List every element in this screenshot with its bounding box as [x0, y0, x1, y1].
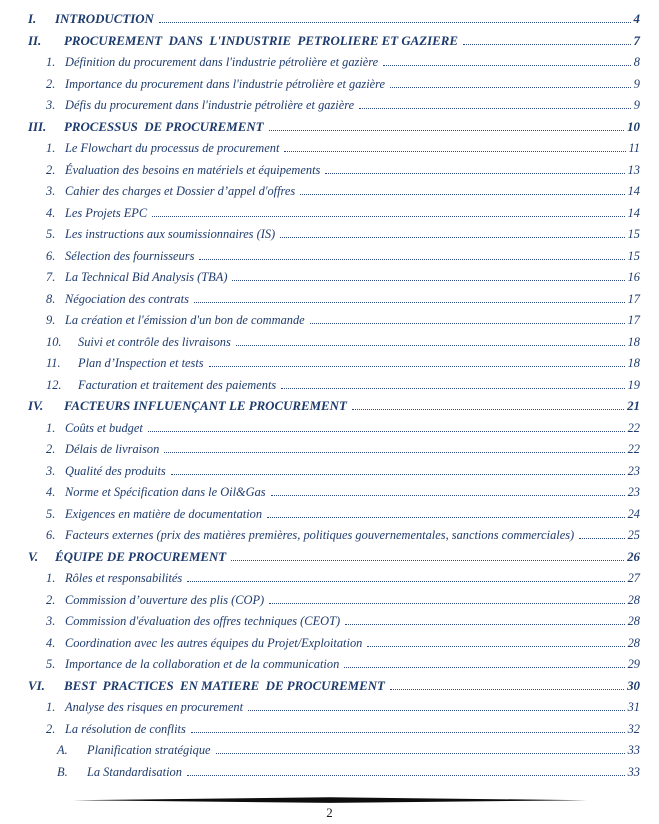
- dot-leader: [280, 235, 624, 238]
- toc-entry[interactable]: [0, 504, 659, 526]
- toc-entry-page: 26: [627, 549, 640, 564]
- toc-entry-page: 24: [627, 506, 640, 521]
- dot-leader: [209, 364, 625, 367]
- toc-entry-title: BEST PRACTICES EN MATIERE DE PROCUREMENT: [64, 678, 385, 693]
- toc-entry-number: 10.: [46, 334, 62, 349]
- toc-entry-title: Délais de livraison: [65, 442, 160, 456]
- table-of-contents: [0, 9, 659, 783]
- dot-leader: [267, 515, 625, 518]
- toc-entry-title: Défis du procurement dans l'industrie pétrolière et gazière: [65, 98, 355, 112]
- toc-entry-page: 29: [627, 657, 640, 671]
- toc-entry-number: 2.: [46, 592, 56, 607]
- toc-entry-title: Importance de la collaboration et de la communication: [65, 657, 340, 671]
- toc-entry-page: 19: [627, 377, 640, 392]
- toc-entry-title: Coordination avec les autres équipes du Projet/Exploitation: [65, 635, 363, 650]
- toc-entry-page: 14: [627, 205, 640, 220]
- toc-entry-number: 11.: [46, 356, 61, 370]
- toc-entry-title: Facteurs externes (prix des matières premières, politiques gouvernementales, sanctions commerciales): [65, 528, 575, 542]
- dot-leader: [269, 601, 624, 604]
- toc-entry[interactable]: [0, 719, 659, 741]
- toc-entry[interactable]: [0, 676, 659, 698]
- toc-entry-page: 17: [627, 291, 640, 306]
- dot-leader: [231, 558, 624, 561]
- toc-entry-page: 15: [627, 227, 640, 241]
- dot-leader: [232, 278, 624, 281]
- toc-entry-number: 1.: [46, 420, 56, 435]
- toc-entry-number: 2.: [46, 162, 56, 177]
- toc-entry-title: Qualité des produits: [65, 463, 166, 478]
- dot-leader: [199, 257, 624, 260]
- toc-entry-page: 30: [627, 678, 640, 693]
- page-number: 2: [326, 805, 333, 820]
- toc-entry[interactable]: [0, 375, 659, 397]
- dot-leader: [284, 149, 625, 152]
- toc-entry[interactable]: [0, 224, 659, 246]
- toc-entry[interactable]: [0, 461, 659, 483]
- toc-entry-number: 6.: [46, 528, 56, 542]
- dot-leader: [390, 687, 624, 690]
- toc-entry-page: 22: [627, 420, 640, 435]
- toc-entry-title: Négociation des contrats: [65, 291, 189, 306]
- toc-entry-number: 5.: [46, 506, 56, 521]
- page-footer: [0, 797, 659, 820]
- toc-entry-number: 2.: [46, 721, 56, 736]
- toc-entry-page: 33: [627, 743, 640, 757]
- toc-entry-number: 2.: [46, 76, 56, 91]
- toc-entry-number: 4.: [46, 205, 56, 220]
- toc-entry-page: 4: [633, 12, 640, 26]
- toc-entry-title: Rôles et responsabilités: [65, 571, 183, 585]
- toc-entry-page: 17: [627, 313, 640, 327]
- dot-leader: [164, 450, 624, 453]
- dot-leader: [579, 536, 624, 539]
- dot-leader: [194, 300, 625, 303]
- dot-leader: [271, 493, 625, 496]
- toc-entry-page: 28: [627, 635, 640, 650]
- dot-leader: [383, 63, 631, 66]
- toc-entry-page: 21: [627, 399, 640, 413]
- dot-leader: [191, 730, 625, 733]
- toc-entry-number: V.: [28, 549, 39, 564]
- toc-entry-page: 9: [633, 98, 640, 112]
- toc-entry-page: 28: [627, 592, 640, 607]
- toc-entry[interactable]: [0, 117, 659, 139]
- toc-entry[interactable]: [0, 203, 659, 225]
- toc-entry[interactable]: [0, 439, 659, 461]
- dot-leader: [344, 665, 624, 668]
- toc-entry-page: 13: [627, 162, 640, 177]
- toc-entry-title: Définition du procurement dans l'industrie pétrolière et gazière: [65, 55, 379, 69]
- toc-entry-title: Le Flowchart du processus de procurement: [65, 141, 280, 155]
- toc-entry-title: Évaluation des besoins en matériels et équipements: [65, 162, 321, 177]
- toc-entry[interactable]: [0, 52, 659, 74]
- toc-entry-number: 2.: [46, 442, 56, 456]
- toc-entry-number: II.: [28, 33, 42, 48]
- toc-entry[interactable]: [0, 697, 659, 719]
- toc-entry[interactable]: [0, 310, 659, 332]
- dot-leader: [187, 773, 625, 776]
- dot-leader: [345, 622, 625, 625]
- toc-entry[interactable]: [0, 95, 659, 117]
- toc-entry-number: I.: [28, 12, 37, 26]
- toc-entry-number: 3.: [46, 98, 56, 112]
- toc-entry-page: 27: [627, 571, 640, 585]
- toc-entry[interactable]: [0, 568, 659, 590]
- toc-entry[interactable]: [0, 31, 659, 53]
- toc-entry-title: PROCESSUS DE PROCUREMENT: [64, 119, 264, 134]
- toc-entry-page: 10: [627, 119, 640, 134]
- dot-leader: [359, 106, 631, 109]
- dot-leader: [390, 85, 631, 88]
- toc-entry-number: IV.: [28, 399, 44, 413]
- toc-entry-page: 14: [627, 184, 640, 198]
- toc-entry-title: La Standardisation: [87, 764, 182, 779]
- toc-entry-page: 25: [627, 528, 640, 542]
- toc-entry-number: III.: [28, 119, 47, 134]
- toc-entry[interactable]: [0, 160, 659, 182]
- toc-entry[interactable]: [0, 740, 659, 762]
- dot-leader: [300, 192, 624, 195]
- toc-entry-number: 3.: [46, 614, 56, 628]
- toc-entry-number: 12.: [46, 377, 62, 392]
- toc-entry-number: 8.: [46, 291, 56, 306]
- dot-leader: [216, 751, 625, 754]
- toc-entry-title: La résolution de conflits: [65, 721, 186, 736]
- toc-entry-number: 1.: [46, 141, 56, 155]
- toc-entry-page: 23: [627, 485, 640, 499]
- toc-entry-number: 7.: [46, 270, 56, 284]
- dot-leader: [159, 20, 631, 23]
- toc-entry[interactable]: [0, 138, 659, 160]
- toc-entry-number: 3.: [46, 463, 56, 478]
- toc-entry[interactable]: [0, 762, 659, 784]
- toc-entry-title: Commission d’ouverture des plis (COP): [65, 592, 265, 607]
- toc-entry-title: FACTEURS INFLUENÇANT LE PROCUREMENT: [64, 399, 347, 413]
- toc-entry-page: 18: [627, 334, 640, 349]
- toc-entry-number: 1.: [46, 55, 56, 69]
- toc-entry-page: 16: [627, 270, 640, 284]
- toc-entry-number: 6.: [46, 248, 56, 263]
- toc-entry-title: PROCUREMENT DANS L'INDUSTRIE PETROLIERE ET GAZIERE: [64, 33, 458, 48]
- toc-entry[interactable]: [0, 418, 659, 440]
- toc-entry-page: 22: [627, 442, 640, 456]
- dot-leader: [152, 214, 624, 217]
- toc-entry-title: Norme et Spécification dans le Oil&Gas: [65, 485, 266, 499]
- toc-entry-number: 1.: [46, 700, 56, 714]
- dot-leader: [325, 171, 624, 174]
- toc-entry-title: Cahier des charges et Dossier d’appel d'offres: [65, 184, 296, 198]
- toc-entry[interactable]: [0, 9, 659, 31]
- toc-entry-title: Importance du procurement dans l'industrie pétrolière et gazière: [65, 76, 386, 91]
- toc-entry[interactable]: [0, 246, 659, 268]
- toc-entry[interactable]: [0, 590, 659, 612]
- toc-entry-number: 4.: [46, 485, 56, 499]
- toc-entry-title: Analyse des risques en procurement: [65, 700, 244, 714]
- toc-entry[interactable]: [0, 611, 659, 633]
- toc-entry-page: 23: [627, 463, 640, 478]
- toc-entry-title: ÉQUIPE DE PROCUREMENT: [55, 549, 227, 564]
- toc-entry-page: 32: [627, 721, 640, 736]
- toc-entry-number: A.: [57, 743, 68, 757]
- toc-entry-number: 5.: [46, 227, 56, 241]
- toc-entry-title: Facturation et traitement des paiements: [78, 377, 277, 392]
- toc-entry[interactable]: [0, 74, 659, 96]
- toc-entry[interactable]: [0, 547, 659, 569]
- toc-entry-number: 5.: [46, 657, 56, 671]
- toc-entry-title: Commission d'évaluation des offres techniques (CEOT): [65, 614, 341, 628]
- dot-leader: [463, 42, 631, 45]
- dot-leader: [352, 407, 624, 410]
- toc-entry[interactable]: [0, 633, 659, 655]
- dot-leader: [171, 472, 625, 475]
- toc-entry-page: 11: [628, 141, 640, 155]
- toc-entry-title: La Technical Bid Analysis (TBA): [65, 270, 228, 284]
- toc-entry-title: INTRODUCTION: [55, 12, 154, 26]
- toc-entry-title: Suivi et contrôle des livraisons: [78, 334, 231, 349]
- dot-leader: [148, 429, 625, 432]
- toc-entry-page: 18: [627, 356, 640, 370]
- dot-leader: [236, 343, 625, 346]
- dot-leader: [269, 128, 625, 131]
- toc-entry-title: Exigences en matière de documentation: [65, 506, 263, 521]
- toc-entry-title: Les Projets EPC: [65, 205, 148, 220]
- toc-entry[interactable]: [0, 353, 659, 375]
- toc-entry[interactable]: [0, 289, 659, 311]
- toc-entry-number: 3.: [46, 184, 56, 198]
- dot-leader: [310, 321, 625, 324]
- toc-entry[interactable]: [0, 482, 659, 504]
- toc-entry-page: 9: [633, 76, 640, 91]
- toc-entry[interactable]: [0, 267, 659, 289]
- toc-entry-page: 7: [633, 33, 640, 48]
- dot-leader: [281, 386, 624, 389]
- toc-entry-page: 31: [627, 700, 640, 714]
- toc-entry-number: 9.: [46, 313, 56, 327]
- toc-entry-page: 33: [627, 764, 640, 779]
- toc-entry[interactable]: [0, 396, 659, 418]
- toc-entry[interactable]: [0, 181, 659, 203]
- toc-entry[interactable]: [0, 525, 659, 547]
- toc-entry-number: 1.: [46, 571, 56, 585]
- toc-entry-title: Coûts et budget: [65, 420, 143, 435]
- toc-entry-page: 15: [627, 248, 640, 263]
- toc-entry[interactable]: [0, 332, 659, 354]
- toc-entry[interactable]: [0, 654, 659, 676]
- dot-leader: [248, 708, 625, 711]
- footer-divider: [73, 797, 587, 804]
- toc-entry-number: 4.: [46, 635, 56, 650]
- toc-entry-title: Planification stratégique: [87, 743, 211, 757]
- dot-leader: [367, 644, 624, 647]
- toc-entry-number: B.: [57, 764, 68, 779]
- toc-entry-title: Sélection des fournisseurs: [65, 248, 195, 263]
- toc-entry-number: VI.: [28, 678, 45, 693]
- toc-entry-page: 28: [627, 614, 640, 628]
- toc-entry-title: La création et l'émission d'un bon de commande: [65, 313, 305, 327]
- dot-leader: [187, 579, 624, 582]
- toc-entry-page: 8: [633, 55, 640, 69]
- toc-entry-title: Les instructions aux soumissionnaires (IS): [65, 227, 276, 241]
- toc-entry-title: Plan d’Inspection et tests: [78, 356, 204, 370]
